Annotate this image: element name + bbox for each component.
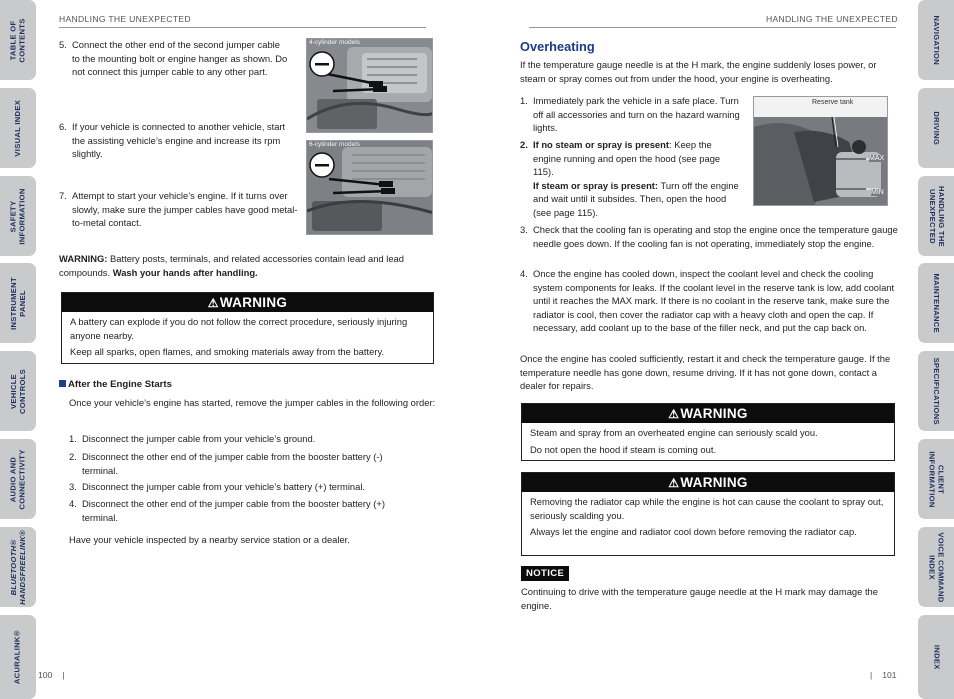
reserve-tank-photo [753,96,888,206]
engine-6cyl-illustration [307,141,433,235]
running-head-left: HANDLING THE UNEXPECTED [59,14,191,24]
photo-caption-6cyl: 6-cylinder models [309,141,360,148]
step-text: If your vehicle is connected to another vehicle, start the assisting vehicle’s engine and increase its rpm slightly. [72,121,286,160]
radiator-warning-box [521,472,895,556]
step-text: Attempt to start your vehicle’s engine. If it turns over slowly, make sure the jumper cables have good metal-to-metal contact. [72,190,298,229]
tab-label: VEHICLE CONTROLS [8,368,27,414]
page-number-divider: | [62,670,65,680]
after-step-2 [69,450,419,477]
tab-label: INDEX [932,644,942,670]
step-number: 4. [520,268,528,279]
notice-label: NOTICE [521,566,569,581]
warning-box-body [62,312,433,363]
tab-label: INSTRUMENT PANEL [8,276,26,330]
step-number: 2. [520,139,528,150]
step-text: Once the engine has cooled down, inspect the coolant level and check the cooling system components for leaks. If the coolant level in the reserve tank is low, add coolant until it reaches the MAX mark. If there is no coolant in the reserve tank, make sure the radiator is cool, then cover the radiator cap with a heavy cloth and open the cap. If necessary, add coolant up to the base of the filler neck, and put the cap back on. [533,268,895,334]
step-number: 4. [69,498,77,509]
tab-instrument-panel[interactable] [0,263,36,343]
notice-text: Continuing to drive with the temperature gauge needle at the H mark may damage the engine. [521,586,878,611]
overheat-step-3 [520,223,898,250]
tab-vehicle-controls[interactable] [0,351,36,431]
tab-label: VISUAL INDEX [12,99,22,157]
tab-label: TABLE OF CONTENTS [8,17,27,63]
min-label: MIN [871,189,884,196]
warning-line: Keep all sparks, open flames, and smoking materials away from the battery. [70,346,385,358]
engine-4cyl-illustration [307,39,433,133]
jump-step-6 [59,120,289,161]
warning-box-header [522,473,894,492]
jump-step-7 [59,189,299,230]
tab-label: AUDIO AND CONNECTIVITY [8,448,27,510]
tab-maintenance[interactable] [918,263,954,343]
tab-label: SPECIFICATIONS [932,357,942,425]
after-step-4 [69,497,419,524]
page-number-right [870,670,897,680]
tab-safety-information[interactable] [0,176,36,256]
tab-navigation[interactable] [918,0,954,80]
step-number: 3. [69,481,77,492]
tab-visual-index[interactable] [0,88,36,168]
warning-triangle-icon: ⚠ [207,296,219,310]
overheat-step-2 [520,138,742,220]
tab-label: BLUETOOTH® HANDSFREELINK® [8,529,27,605]
steam-warning-box [521,403,895,461]
tab-table-of-contents[interactable] [0,0,36,80]
warning-triangle-icon: ⚠ [668,407,680,421]
warning-triangle-icon: ⚠ [668,476,680,490]
tab-voice-command-index[interactable] [918,527,954,607]
step-text: Connect the other end of the second jumper cable to the mounting bolt or engine hanger as shown. Do not connect this jumper cable to any other part. [72,39,288,78]
step-text: Disconnect the jumper cable from your vehicle’s battery (+) terminal. [82,481,366,492]
step-number: 1. [520,95,528,106]
engine-photo-6cyl [306,140,433,235]
warning-note-label: WARNING: [59,253,108,264]
after-step-3 [69,480,419,494]
heading-text: After the Engine Starts [68,379,172,390]
closing-text: Have your vehicle inspected by a nearby service station or a dealer. [69,534,350,545]
warning-line: Removing the radiator cap while the engine is hot can cause the coolant to spray out, seriously scalding you. [530,496,884,521]
tab-label: ACURALINK® [12,630,22,684]
warning-box-body [522,492,894,543]
step-number: 5. [59,39,67,50]
engine-photo-4cyl [306,38,433,133]
page-number-divider: | [870,670,873,680]
step-text: Disconnect the other end of the jumper cable from the booster battery (+) terminal. [82,498,386,523]
warning-line: A battery can explode if you do not follow the correct procedure, seriously injuring anyone nearby. [70,316,408,341]
step-bold-a: If no steam or spray is present [533,139,669,150]
tab-label: VOICE COMMAND INDEX [928,531,946,603]
tab-label: HANDLING THE UNEXPECTED [928,185,946,247]
warning-line: Do not open the hood if steam is coming out. [530,443,717,455]
step-text-a-body: : Keep the engine running and open the hood (see page 115). [533,139,721,178]
warning-box-title: WARNING [680,475,748,490]
overheat-step-4 [520,267,898,335]
overheating-intro: If the temperature gauge needle is at the H mark, the engine suddenly loses power, or steam or spray comes out from under the hood, your engine is overheating. [520,59,877,84]
tab-label: CLIENT INFORMATION [928,450,946,508]
after-cool-text: Once the engine has cooled sufficiently, restart it and check the temperature gauge. If the temperature needle has gone down, resume driving. If it has not gone down, contact a dealer for repairs. [520,353,891,392]
tab-specifications[interactable] [918,351,954,431]
battery-warning-box [61,292,434,364]
page-number-left [38,670,65,680]
warning-box-title: WARNING [219,295,288,310]
tab-label: MAINTENANCE [932,273,942,333]
head-rule-right [529,27,896,28]
step-number: 7. [59,190,67,201]
after-engine-starts-heading [59,379,172,390]
step-text: Check that the cooling fan is operating and stop the engine once the temperature gauge needle goes down. If the cooling fan is not operating, immediately stop the engine. [533,224,898,249]
step-number: 2. [69,451,77,462]
tab-client-information[interactable] [918,439,954,519]
tab-driving[interactable] [918,88,954,168]
tab-label: NAVIGATION [932,15,942,65]
step-number: 1. [69,433,77,444]
reserve-tank-label: Reserve tank [812,99,854,106]
after-step-1 [69,432,419,446]
left-section-tabs [0,0,36,699]
warning-box-body [522,423,894,460]
tab-handling-the-unexpected[interactable] [918,176,954,256]
bullet-square-icon [59,380,66,387]
step-text: Disconnect the other end of the jumper cable from the booster battery (-) terminal. [82,451,383,476]
warning-line: Steam and spray from an overheated engine can seriously scald you. [530,427,818,438]
step-text: Immediately park the vehicle in a safe place. Turn off all accessories and turn on the hazard warning lights. [533,95,740,134]
head-rule-left [59,27,426,28]
tab-audio-and-connectivity[interactable] [0,439,36,519]
tab-index[interactable] [918,615,954,699]
step-number: 6. [59,121,67,132]
jump-step-5 [59,38,289,79]
lead-warning-note [59,252,436,279]
warning-line: Always let the engine and radiator cool down before removing the radiator cap. [530,526,857,538]
overheat-step-1 [520,94,742,135]
page-title: Overheating [520,39,595,54]
warning-box-header [522,404,894,423]
right-section-tabs [918,0,954,699]
max-label: MAX [869,155,885,162]
step-text-b-body: Turn off the engine and wait until it subsides. Then, open the hood (see page 115). [533,179,739,218]
warning-note-text: Battery posts, terminals, and related accessories contain lead and lead compounds. [59,253,404,278]
reserve-tank-illustration [754,97,888,206]
tab-label: SAFETY INFORMATION [8,187,26,245]
warning-box-title: WARNING [680,406,748,421]
after-intro: Once your vehicle’s engine has started, remove the jumper cables in the following order: [69,397,436,408]
step-text-b [520,179,742,220]
warning-note-emphasis: Wash your hands after handling. [112,266,258,278]
tab-bluetooth-handsfreelink[interactable] [0,527,36,607]
running-head-right: HANDLING THE UNEXPECTED [766,14,898,24]
warning-box-header [62,293,433,312]
tab-acuralink[interactable] [0,615,36,699]
step-bold-b: If steam or spray is present: [533,179,659,191]
tab-label: DRIVING [932,111,942,145]
step-text: Disconnect the jumper cable from your vehicle’s ground. [82,433,316,444]
photo-caption-4cyl: 4-cylinder models [309,39,360,46]
page-number: 100 [38,670,53,680]
page-number: 101 [882,670,897,680]
step-text-a [520,138,742,179]
step-number: 3. [520,224,528,235]
